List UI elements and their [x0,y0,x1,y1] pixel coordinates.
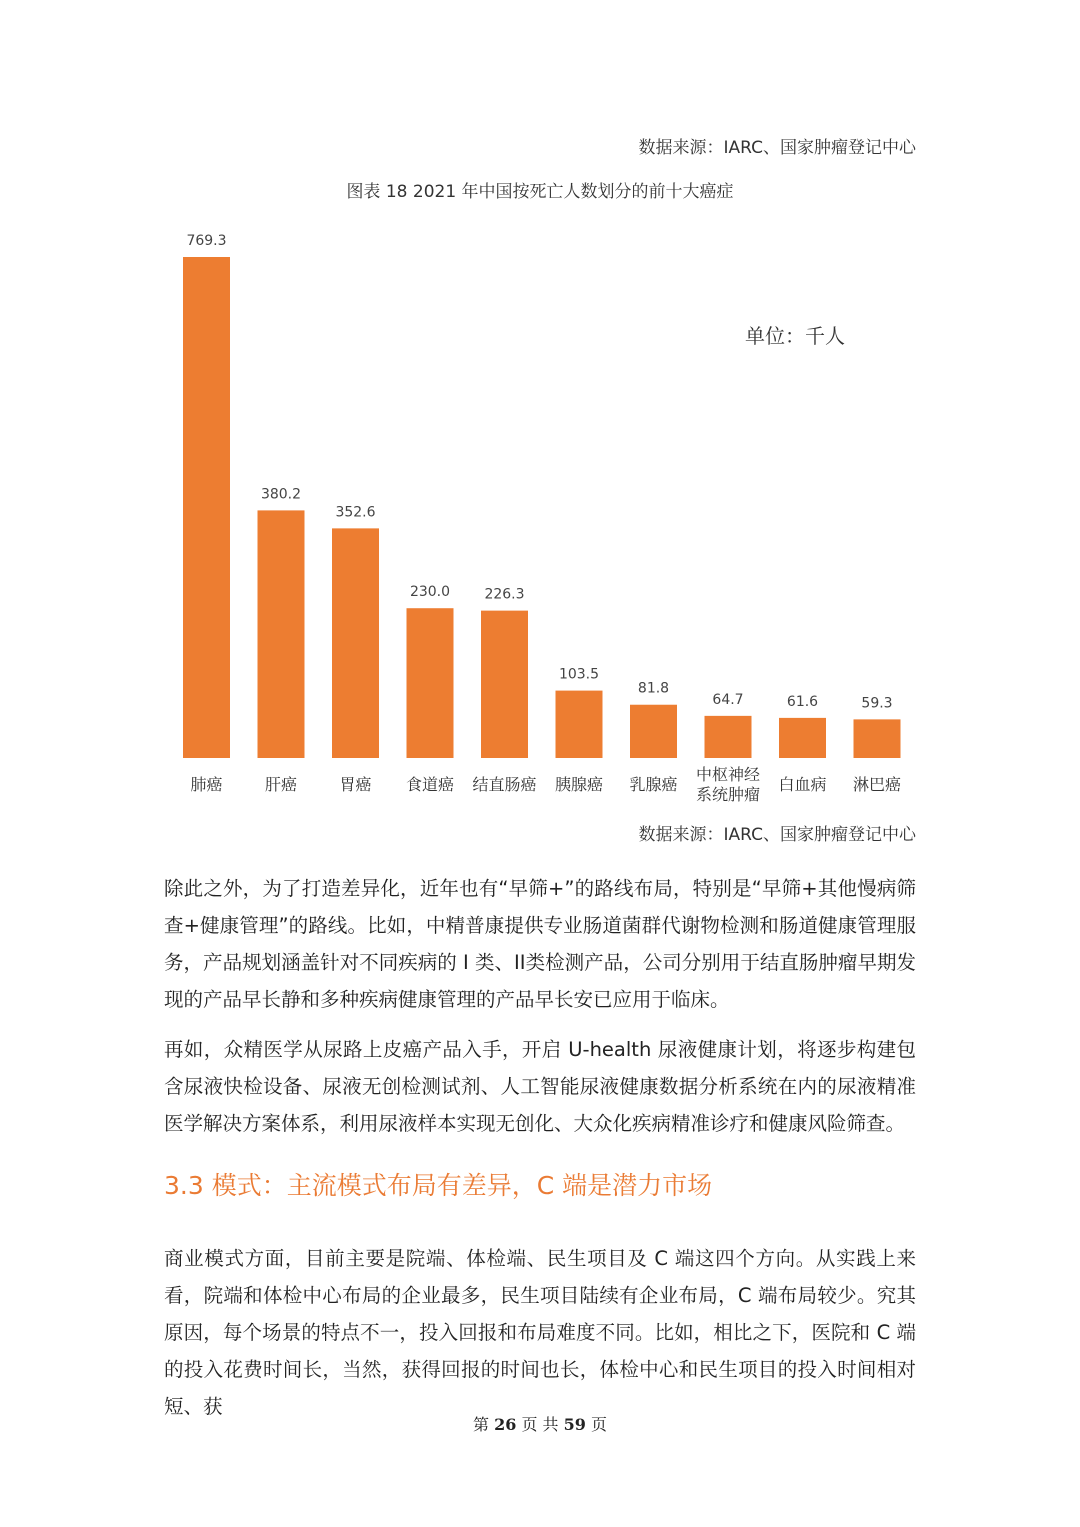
body-paragraph: 再如，众精医学从尿路上皮癌产品入手，开启 U-health 尿液健康计划，将逐步构建包含尿液快检设备、尿液无创检测试剂、人工智能尿液健康数据分析系统在内的尿液精准医学解决方案体系，利用尿液样本实现无创化、大众化疾病精准诊疗和健康风险筛查。 [164,1038,916,1135]
chart-source-bottom: 数据来源：IARC、国家肿瘤登记中心 [638,825,916,845]
bar-value-label: 81.8 [637,680,670,697]
bar-6 [556,691,603,758]
footer-mid: 页 共 [521,1415,559,1434]
category-label: 肺癌 [190,775,223,794]
bar-2 [258,510,305,758]
bar-7 [630,705,677,758]
chart-unit-label: 单位：千人 [745,324,845,348]
category-label: 食道癌 [405,775,455,794]
footer-suffix: 页 [591,1415,608,1434]
bar-value-label: 226.3 [484,586,525,603]
bar-3 [332,528,379,758]
chart-caption: 图表 18 2021 年中国按死亡人数划分的前十大癌症 [346,182,734,202]
category-label: 胰腺癌 [554,775,604,794]
bar-value-label: 64.7 [712,691,744,708]
category-label: 乳腺癌 [629,775,678,794]
category-label: 中枢神经系统肿瘤 [695,765,761,804]
section-heading: 3.3 模式：主流模式布局有差异，C 端是潜力市场 [164,1171,713,1200]
bar-value-label: 103.5 [558,666,600,683]
bar-value-label: 769.3 [186,233,227,249]
bar-value-label: 61.6 [786,693,819,710]
current-page-number: 26 [494,1415,517,1434]
bar-5 [481,611,528,758]
category-label: 白血病 [778,775,827,794]
chart-source-top: 数据来源：IARC、国家肿瘤登记中心 [638,138,916,158]
bar-10 [854,719,901,758]
category-label: 肝癌 [264,775,298,794]
bar-value-label: 380.2 [260,486,302,503]
category-label: 结直肠癌 [472,775,537,794]
bar-1 [183,257,230,758]
bar-value-label: 230.0 [409,584,451,601]
bar-9 [779,718,826,758]
body-paragraph: 除此之外，为了打造差异化，近年也有“早筛+”的路线布局，特别是“早筛+其他慢病筛查+健康管理”的路线。比如，中精普康提供专业肠道菌群代谢物检测和肠道健康管理服务，产品规划涵盖针对不同疾病的 I 类、II类检测产品，公司分别用于结直肠肿瘤早期发现的产品早长静和多种疾病健康管理的产品早长安已应用于临床。 [164,877,916,1011]
bar-4 [407,608,454,758]
category-label: 淋巴癌 [852,775,902,794]
bar-chart [0,215,1080,815]
page-footer [0,1412,1080,1435]
footer-prefix: 第 [472,1415,489,1434]
category-label: 胃癌 [339,775,372,794]
body-paragraph: 商业模式方面，目前主要是院端、体检端、民生项目及 C 端这四个方向。从实践上来看，院端和体检中心布局的企业最多，民生项目陆续有企业布局，C 端布局较少。究其原因，每个场景的特点不一，投入回报和布局难度不同。比如，相比之下，医院和 C 端的投入花费时间长，当然，获得回报的时间也长，体检中心和民生项目的投入时间相对短、获 [164,1247,916,1418]
bar-value-label: 352.6 [335,504,376,521]
bar-8 [705,716,752,758]
bar-value-label: 59.3 [861,695,893,712]
total-page-count: 59 [563,1415,586,1434]
